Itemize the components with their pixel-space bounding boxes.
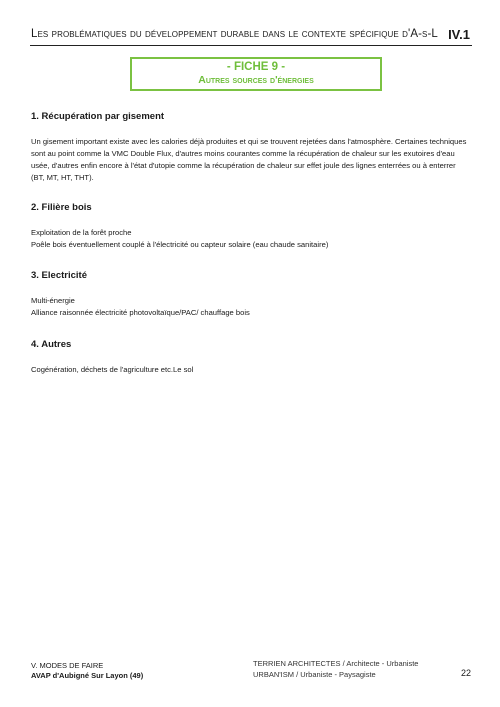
section-line: Multi-énergie xyxy=(31,296,75,305)
section-heading: 4. Autres xyxy=(31,339,72,350)
page-header-title: Les problématiques du développement durable dans le contexte spécifique d'A-s-L xyxy=(31,28,438,40)
section-electricite xyxy=(31,270,471,319)
section-line: Cogénération, déchets de l'agriculture etc.Le sol xyxy=(31,365,194,374)
footer-left xyxy=(31,661,143,681)
fiche-subtitle: Autres sources d'énergies xyxy=(198,74,314,86)
section-line: Alliance raisonnée électricité photovoltaïque/PAC/ chauffage bois xyxy=(31,308,250,317)
section-line: Poêle bois éventuellement couplé à l'électricité ou capteur solaire (eau chaude sanitaire) xyxy=(31,240,329,249)
section-autres xyxy=(31,339,471,376)
footer-credit-urbanist: URBAN'ISM / Urbaniste - Paysagiste xyxy=(253,670,376,679)
section-recuperation xyxy=(31,111,471,184)
section-filiere-bois xyxy=(31,202,471,251)
footer-credit-architect: TERRIEN ARCHITECTES / Architecte - Urbaniste xyxy=(253,659,419,668)
fiche-title-box xyxy=(130,57,382,91)
footer-credits xyxy=(253,658,418,680)
section-heading: 2. Filière bois xyxy=(31,202,92,213)
fiche-number: - FICHE 9 - xyxy=(226,61,286,73)
header-divider xyxy=(30,45,472,46)
section-heading: 1. Récupération par gisement xyxy=(31,111,165,122)
section-line: Exploitation de la forêt proche xyxy=(31,228,132,237)
section-heading: 3. Electricité xyxy=(31,270,87,281)
section-code: IV.1 xyxy=(448,27,470,42)
footer-document-title: AVAP d'Aubigné Sur Layon (49) xyxy=(31,671,144,680)
page-number: 22 xyxy=(460,668,471,678)
footer-chapter: V. MODES DE FAIRE xyxy=(31,661,104,670)
section-paragraph: Un gisement important existe avec les calories déjà produites et qui se trouvent rejetées dans l'atmosphère. Certaines techniques sont au point comme la VMC Double Flux, d'autres moins courantes comme la récupération de chaleur sur les exutoires d'eau usée, d'autres enfin encore à l'état d'utopie comme la récupération de chaleur sur effet joule des lignes enterrées ou à enterrer (BT, MT, HT, THT). xyxy=(31,137,467,182)
